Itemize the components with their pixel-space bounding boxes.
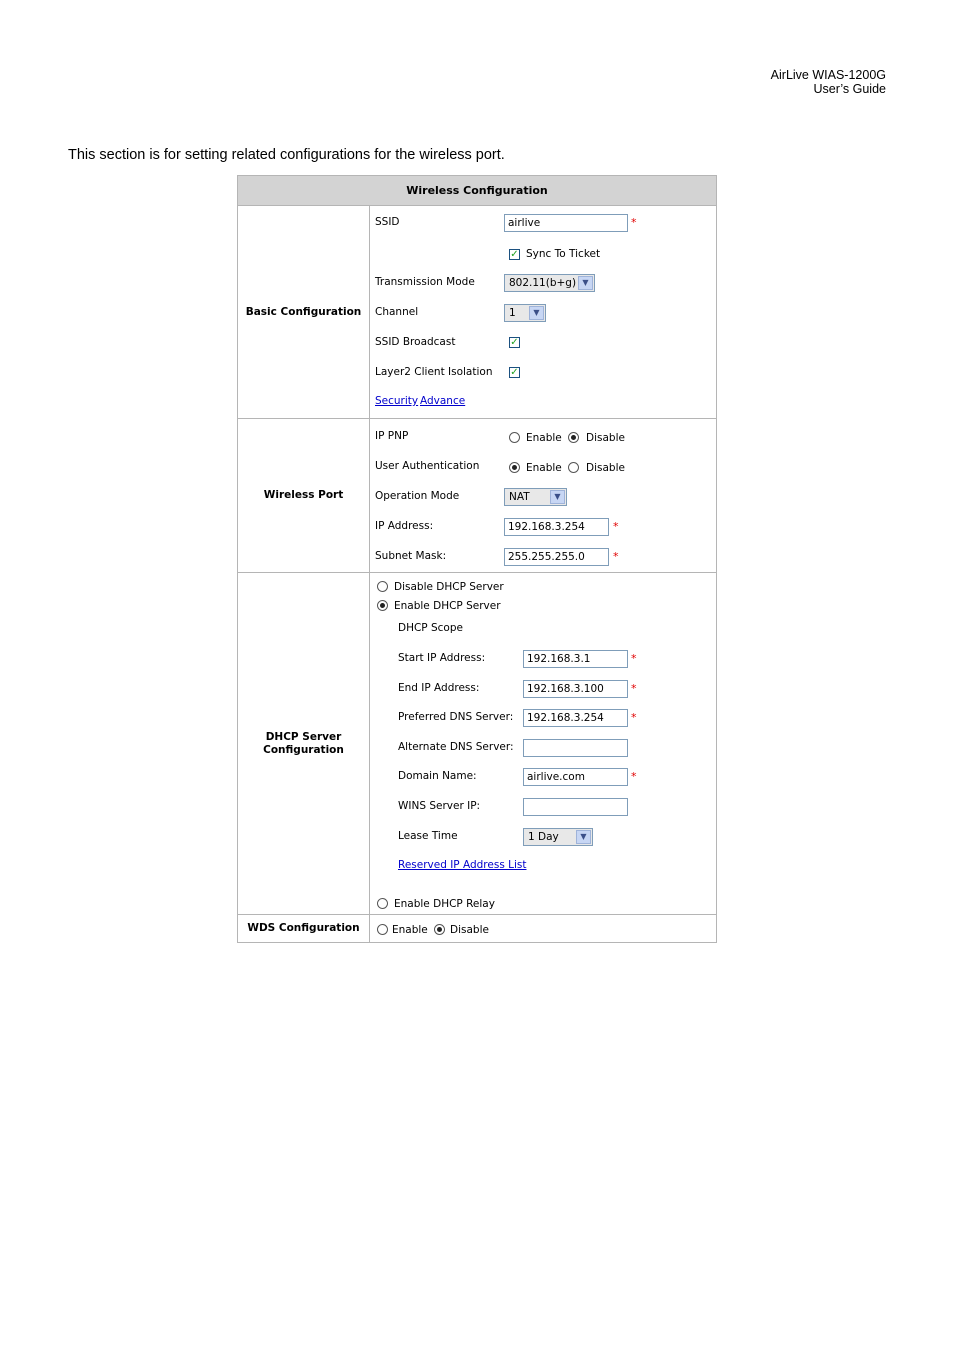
dhcp-label-line1: DHCP Server bbox=[265, 730, 342, 743]
chevron-down-icon: ▼ bbox=[576, 830, 591, 844]
domain-name-input[interactable]: airlive.com bbox=[523, 768, 628, 786]
chevron-down-icon: ▼ bbox=[529, 306, 544, 320]
chevron-down-icon: ▼ bbox=[578, 276, 593, 290]
security-link[interactable]: Security bbox=[375, 395, 419, 407]
layer2-isolation-checkbox[interactable]: ✓ bbox=[510, 367, 519, 378]
ip-pnp-enable-radio[interactable] bbox=[509, 432, 520, 443]
required-mark: * bbox=[631, 711, 637, 724]
sync-to-ticket-label: Sync To Ticket bbox=[526, 248, 601, 260]
alternate-dns-input[interactable] bbox=[523, 739, 628, 757]
panel-title: Wireless Configuration bbox=[238, 176, 716, 206]
transmission-mode-value: 802.11(b+g) bbox=[509, 277, 577, 289]
required-mark: * bbox=[613, 520, 619, 533]
ssid-input[interactable]: airlive bbox=[504, 214, 628, 232]
page-header bbox=[771, 68, 886, 96]
lease-time-label: Lease Time bbox=[398, 830, 458, 842]
wds-enable-radio[interactable] bbox=[377, 924, 388, 935]
disable-dhcp-server-label: Disable DHCP Server bbox=[394, 581, 504, 593]
ip-pnp-disable-radio[interactable] bbox=[568, 432, 579, 443]
ip-pnp-enable-label: Enable bbox=[526, 432, 562, 444]
channel-label: Channel bbox=[375, 306, 419, 318]
start-ip-input[interactable]: 192.168.3.1 bbox=[523, 650, 628, 668]
wins-server-input[interactable] bbox=[523, 798, 628, 816]
ssid-broadcast-checkbox[interactable]: ✓ bbox=[510, 337, 519, 348]
subnet-mask-input[interactable]: 255.255.255.0 bbox=[504, 548, 609, 566]
user-auth-enable-radio[interactable] bbox=[509, 462, 520, 473]
operation-mode-label: Operation Mode bbox=[375, 490, 460, 502]
subnet-mask-label: Subnet Mask: bbox=[375, 550, 447, 562]
enable-dhcp-relay-radio[interactable] bbox=[377, 898, 388, 909]
ssid-label: SSID bbox=[375, 216, 400, 228]
dhcp-server-configuration-label bbox=[238, 573, 370, 914]
required-mark: * bbox=[631, 216, 637, 229]
guide-title: User’s Guide bbox=[813, 82, 886, 96]
enable-dhcp-relay-label: Enable DHCP Relay bbox=[394, 898, 495, 910]
transmission-mode-label: Transmission Mode bbox=[375, 276, 475, 288]
operation-mode-value: NAT bbox=[509, 491, 530, 503]
advance-link[interactable]: Advance bbox=[420, 395, 466, 407]
preferred-dns-label: Preferred DNS Server: bbox=[398, 711, 514, 723]
user-authentication-label: User Authentication bbox=[375, 460, 480, 472]
domain-name-label: Domain Name: bbox=[398, 770, 477, 782]
product-name: AirLive WIAS-1200G bbox=[770, 68, 886, 82]
channel-select[interactable] bbox=[504, 304, 546, 322]
transmission-mode-select[interactable] bbox=[504, 274, 595, 292]
layer2-isolation-label: Layer2 Client Isolation bbox=[375, 366, 493, 378]
disable-dhcp-server-radio[interactable] bbox=[377, 581, 388, 592]
operation-mode-select[interactable] bbox=[504, 488, 567, 506]
ip-pnp-disable-label: Disable bbox=[586, 432, 625, 444]
wds-configuration-section bbox=[238, 915, 716, 942]
wireless-configuration-panel bbox=[237, 175, 717, 943]
end-ip-label: End IP Address: bbox=[398, 682, 480, 694]
user-auth-disable-radio[interactable] bbox=[568, 462, 579, 473]
required-mark: * bbox=[631, 652, 637, 665]
wds-enable-label: Enable bbox=[392, 924, 428, 936]
wireless-port-section bbox=[238, 419, 716, 573]
required-mark: * bbox=[613, 550, 619, 563]
required-mark: * bbox=[631, 682, 637, 695]
enable-dhcp-server-radio[interactable] bbox=[377, 600, 388, 611]
lease-time-value: 1 Day bbox=[528, 831, 559, 843]
enable-dhcp-server-label: Enable DHCP Server bbox=[394, 600, 501, 612]
ip-address-label: IP Address: bbox=[375, 520, 434, 532]
basic-configuration-label: Basic Configuration bbox=[238, 206, 370, 418]
required-mark: * bbox=[631, 770, 637, 783]
ip-address-input[interactable]: 192.168.3.254 bbox=[504, 518, 609, 536]
reserved-ip-list-link[interactable]: Reserved IP Address List bbox=[398, 859, 527, 871]
channel-value: 1 bbox=[509, 307, 516, 319]
intro-text: This section is for setting related configurations for the wireless port. bbox=[68, 147, 505, 163]
wins-server-label: WINS Server IP: bbox=[398, 800, 481, 812]
chevron-down-icon: ▼ bbox=[550, 490, 565, 504]
alternate-dns-label: Alternate DNS Server: bbox=[398, 741, 514, 753]
lease-time-select[interactable] bbox=[523, 828, 593, 846]
wireless-port-label: Wireless Port bbox=[238, 419, 370, 572]
ip-pnp-label: IP PNP bbox=[375, 430, 409, 442]
ssid-broadcast-label: SSID Broadcast bbox=[375, 336, 456, 348]
basic-configuration-section bbox=[238, 206, 716, 419]
preferred-dns-input[interactable]: 192.168.3.254 bbox=[523, 709, 628, 727]
dhcp-scope-label: DHCP Scope bbox=[398, 622, 463, 634]
user-auth-disable-label: Disable bbox=[586, 462, 625, 474]
start-ip-label: Start IP Address: bbox=[398, 652, 486, 664]
user-auth-enable-label: Enable bbox=[526, 462, 562, 474]
dhcp-server-section bbox=[238, 573, 716, 915]
wds-configuration-label: WDS Configuration bbox=[238, 915, 370, 942]
wds-disable-radio[interactable] bbox=[434, 924, 445, 935]
sync-to-ticket-checkbox[interactable]: ✓ bbox=[510, 249, 519, 260]
dhcp-label-line2: Configuration bbox=[263, 743, 344, 756]
end-ip-input[interactable]: 192.168.3.100 bbox=[523, 680, 628, 698]
wds-disable-label: Disable bbox=[450, 924, 489, 936]
